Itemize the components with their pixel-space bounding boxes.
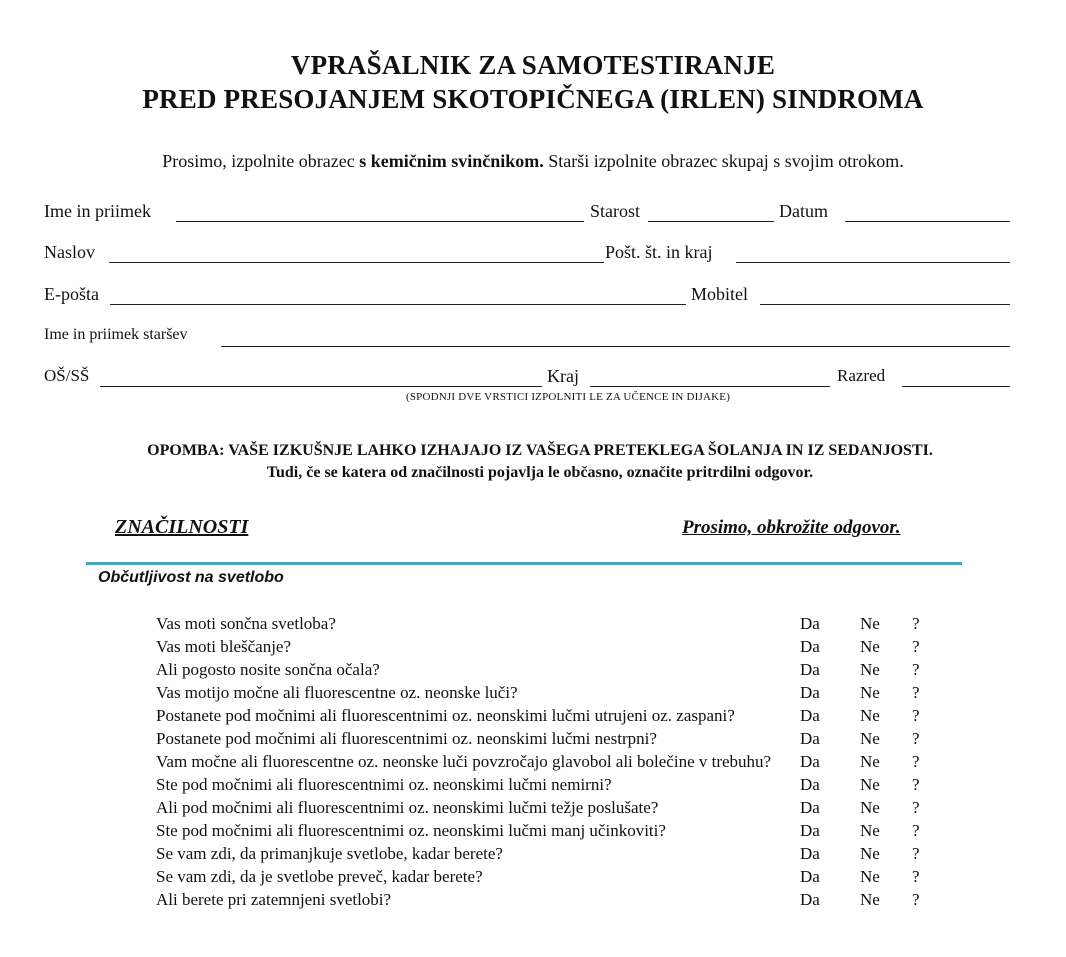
- section-title: Občutljivost na svetlobo: [98, 569, 284, 586]
- header-odgovor: Prosimo, obkrožite odgovor.: [682, 517, 901, 538]
- answer-ne[interactable]: Ne: [860, 683, 880, 702]
- answer-da[interactable]: Da: [800, 752, 820, 771]
- answer-ne[interactable]: Ne: [860, 729, 880, 748]
- label-kraj: Kraj: [547, 366, 579, 386]
- question-row: [156, 612, 936, 635]
- question-row: [156, 635, 936, 658]
- question-row: [156, 819, 936, 842]
- answer-unknown[interactable]: ?: [912, 844, 920, 863]
- answer-unknown[interactable]: ?: [912, 890, 920, 909]
- answer-ne[interactable]: Ne: [860, 775, 880, 794]
- form-note: (SPODNJI DVE VRSTICI IZPOLNITI LE ZA UČENCE IN DIJAKE): [406, 391, 731, 403]
- answer-da[interactable]: Da: [800, 706, 820, 725]
- answer-da[interactable]: Da: [800, 637, 820, 656]
- intro-part-1: Prosimo, izpolnite obrazec: [162, 151, 360, 171]
- question-list: [156, 612, 936, 911]
- answer-unknown[interactable]: ?: [912, 614, 920, 633]
- question-text: Vam močne ali fluorescentne oz. neonske luči povzročajo glavobol ali bolečine v trebuhu?: [156, 752, 772, 771]
- question-row: [156, 888, 936, 911]
- label-razred: Razred: [837, 366, 886, 385]
- answer-ne[interactable]: Ne: [860, 890, 880, 909]
- question-text: Postanete pod močnimi ali fluorescentnimi oz. neonskimi lučmi nestrpni?: [156, 729, 657, 748]
- answer-unknown[interactable]: ?: [912, 637, 920, 656]
- intro-part-2: Starši izpolnite obrazec skupaj s svojim otrokom.: [543, 151, 904, 171]
- field-post[interactable]: [736, 262, 1010, 263]
- question-row: [156, 704, 936, 727]
- field-starost[interactable]: [648, 221, 774, 222]
- answer-da[interactable]: Da: [800, 683, 820, 702]
- field-mobitel[interactable]: [760, 304, 1010, 305]
- question-row: [156, 773, 936, 796]
- opomba-line-1: OPOMBA: VAŠE IZKUŠNJE LAHKO IZHAJAJO IZ VAŠEGA PRETEKLEGA ŠOLANJA IN IZ SEDANJOSTI.: [147, 442, 933, 459]
- title-line-1: VPRAŠALNIK ZA SAMOTESTIRANJE: [290, 50, 776, 80]
- answer-da[interactable]: Da: [800, 867, 820, 886]
- question-text: Ali berete pri zatemnjeni svetlobi?: [156, 890, 392, 909]
- label-datum: Datum: [779, 201, 828, 221]
- field-kraj[interactable]: [590, 386, 830, 387]
- question-row: [156, 727, 936, 750]
- label-ime: Ime in priimek: [44, 201, 151, 221]
- answer-da[interactable]: Da: [800, 798, 820, 817]
- answer-ne[interactable]: Ne: [860, 752, 880, 771]
- answer-ne[interactable]: Ne: [860, 844, 880, 863]
- form-row-contact: [44, 284, 1010, 308]
- label-sola: OŠ/SŠ: [44, 366, 90, 385]
- label-eposta: E-pošta: [44, 284, 99, 304]
- answer-da[interactable]: Da: [800, 660, 820, 679]
- label-mobitel: Mobitel: [691, 284, 748, 304]
- answer-da[interactable]: Da: [800, 844, 820, 863]
- question-text: Se vam zdi, da primanjkuje svetlobe, kadar berete?: [156, 844, 503, 863]
- question-text: Ste pod močnimi ali fluorescentnimi oz. neonskimi lučmi manj učinkoviti?: [156, 821, 666, 840]
- opomba-line-2: Tudi, če se katera od značilnosti pojavlja le občasno, označite pritrdilni odgovor.: [266, 464, 814, 481]
- answer-unknown[interactable]: ?: [912, 752, 920, 771]
- answer-da[interactable]: Da: [800, 890, 820, 909]
- answer-unknown[interactable]: ?: [912, 775, 920, 794]
- answer-unknown[interactable]: ?: [912, 798, 920, 817]
- intro-text: [0, 151, 1066, 172]
- answer-unknown[interactable]: ?: [912, 660, 920, 679]
- question-text: Ali pod močnimi ali fluorescentnimi oz. neonskimi lučmi težje poslušate?: [156, 798, 659, 817]
- question-text: Ste pod močnimi ali fluorescentnimi oz. neonskimi lučmi nemirni?: [156, 775, 612, 794]
- answer-da[interactable]: Da: [800, 821, 820, 840]
- answer-ne[interactable]: Ne: [860, 660, 880, 679]
- question-text: Ali pogosto nosite sončna očala?: [156, 660, 380, 679]
- answer-unknown[interactable]: ?: [912, 706, 920, 725]
- form-row-address: [44, 242, 1010, 266]
- field-starsi[interactable]: [221, 346, 1010, 347]
- answer-ne[interactable]: Ne: [860, 614, 880, 633]
- answer-ne[interactable]: Ne: [860, 706, 880, 725]
- question-row: [156, 750, 936, 773]
- answer-unknown[interactable]: ?: [912, 821, 920, 840]
- question-row: [156, 658, 936, 681]
- answer-ne[interactable]: Ne: [860, 867, 880, 886]
- field-ime[interactable]: [176, 221, 584, 222]
- answer-unknown[interactable]: ?: [912, 867, 920, 886]
- answer-ne[interactable]: Ne: [860, 798, 880, 817]
- answer-unknown[interactable]: ?: [912, 683, 920, 702]
- form-row-parents: [44, 326, 1010, 350]
- section-divider: [86, 562, 962, 565]
- answer-da[interactable]: Da: [800, 614, 820, 633]
- form-row-school: [44, 366, 1010, 390]
- label-starost: Starost: [590, 201, 641, 221]
- form-row-name: [44, 201, 1010, 225]
- question-row: [156, 842, 936, 865]
- answer-da[interactable]: Da: [800, 729, 820, 748]
- answer-ne[interactable]: Ne: [860, 637, 880, 656]
- question-text: Vas motijo močne ali fluorescentne oz. neonske luči?: [156, 683, 518, 702]
- field-naslov[interactable]: [109, 262, 604, 263]
- header-znacilnosti: ZNAČILNOSTI: [115, 516, 249, 538]
- field-eposta[interactable]: [110, 304, 686, 305]
- question-text: Postanete pod močnimi ali fluorescentnimi oz. neonskimi lučmi utrujeni oz. zaspani?: [156, 706, 735, 725]
- label-starsi: Ime in priimek staršev: [44, 326, 188, 343]
- question-row: [156, 681, 936, 704]
- field-razred[interactable]: [902, 386, 1010, 387]
- label-naslov: Naslov: [44, 242, 95, 262]
- label-post: Pošt. št. in kraj: [605, 242, 713, 262]
- field-datum[interactable]: [845, 221, 1010, 222]
- question-text: Vas moti bleščanje?: [156, 637, 292, 656]
- question-text: Se vam zdi, da je svetlobe preveč, kadar berete?: [156, 867, 483, 886]
- question-row: [156, 796, 936, 819]
- title-line-2: PRED PRESOJANJEM SKOTOPIČNEGA (IRLEN) SINDROMA: [142, 84, 924, 114]
- answer-da[interactable]: Da: [800, 775, 820, 794]
- question-text: Vas moti sončna svetloba?: [156, 614, 336, 633]
- answer-ne[interactable]: Ne: [860, 821, 880, 840]
- answer-unknown[interactable]: ?: [912, 729, 920, 748]
- field-sola[interactable]: [100, 386, 542, 387]
- intro-bold: s kemičnim svinčnikom.: [359, 151, 544, 171]
- question-row: [156, 865, 936, 888]
